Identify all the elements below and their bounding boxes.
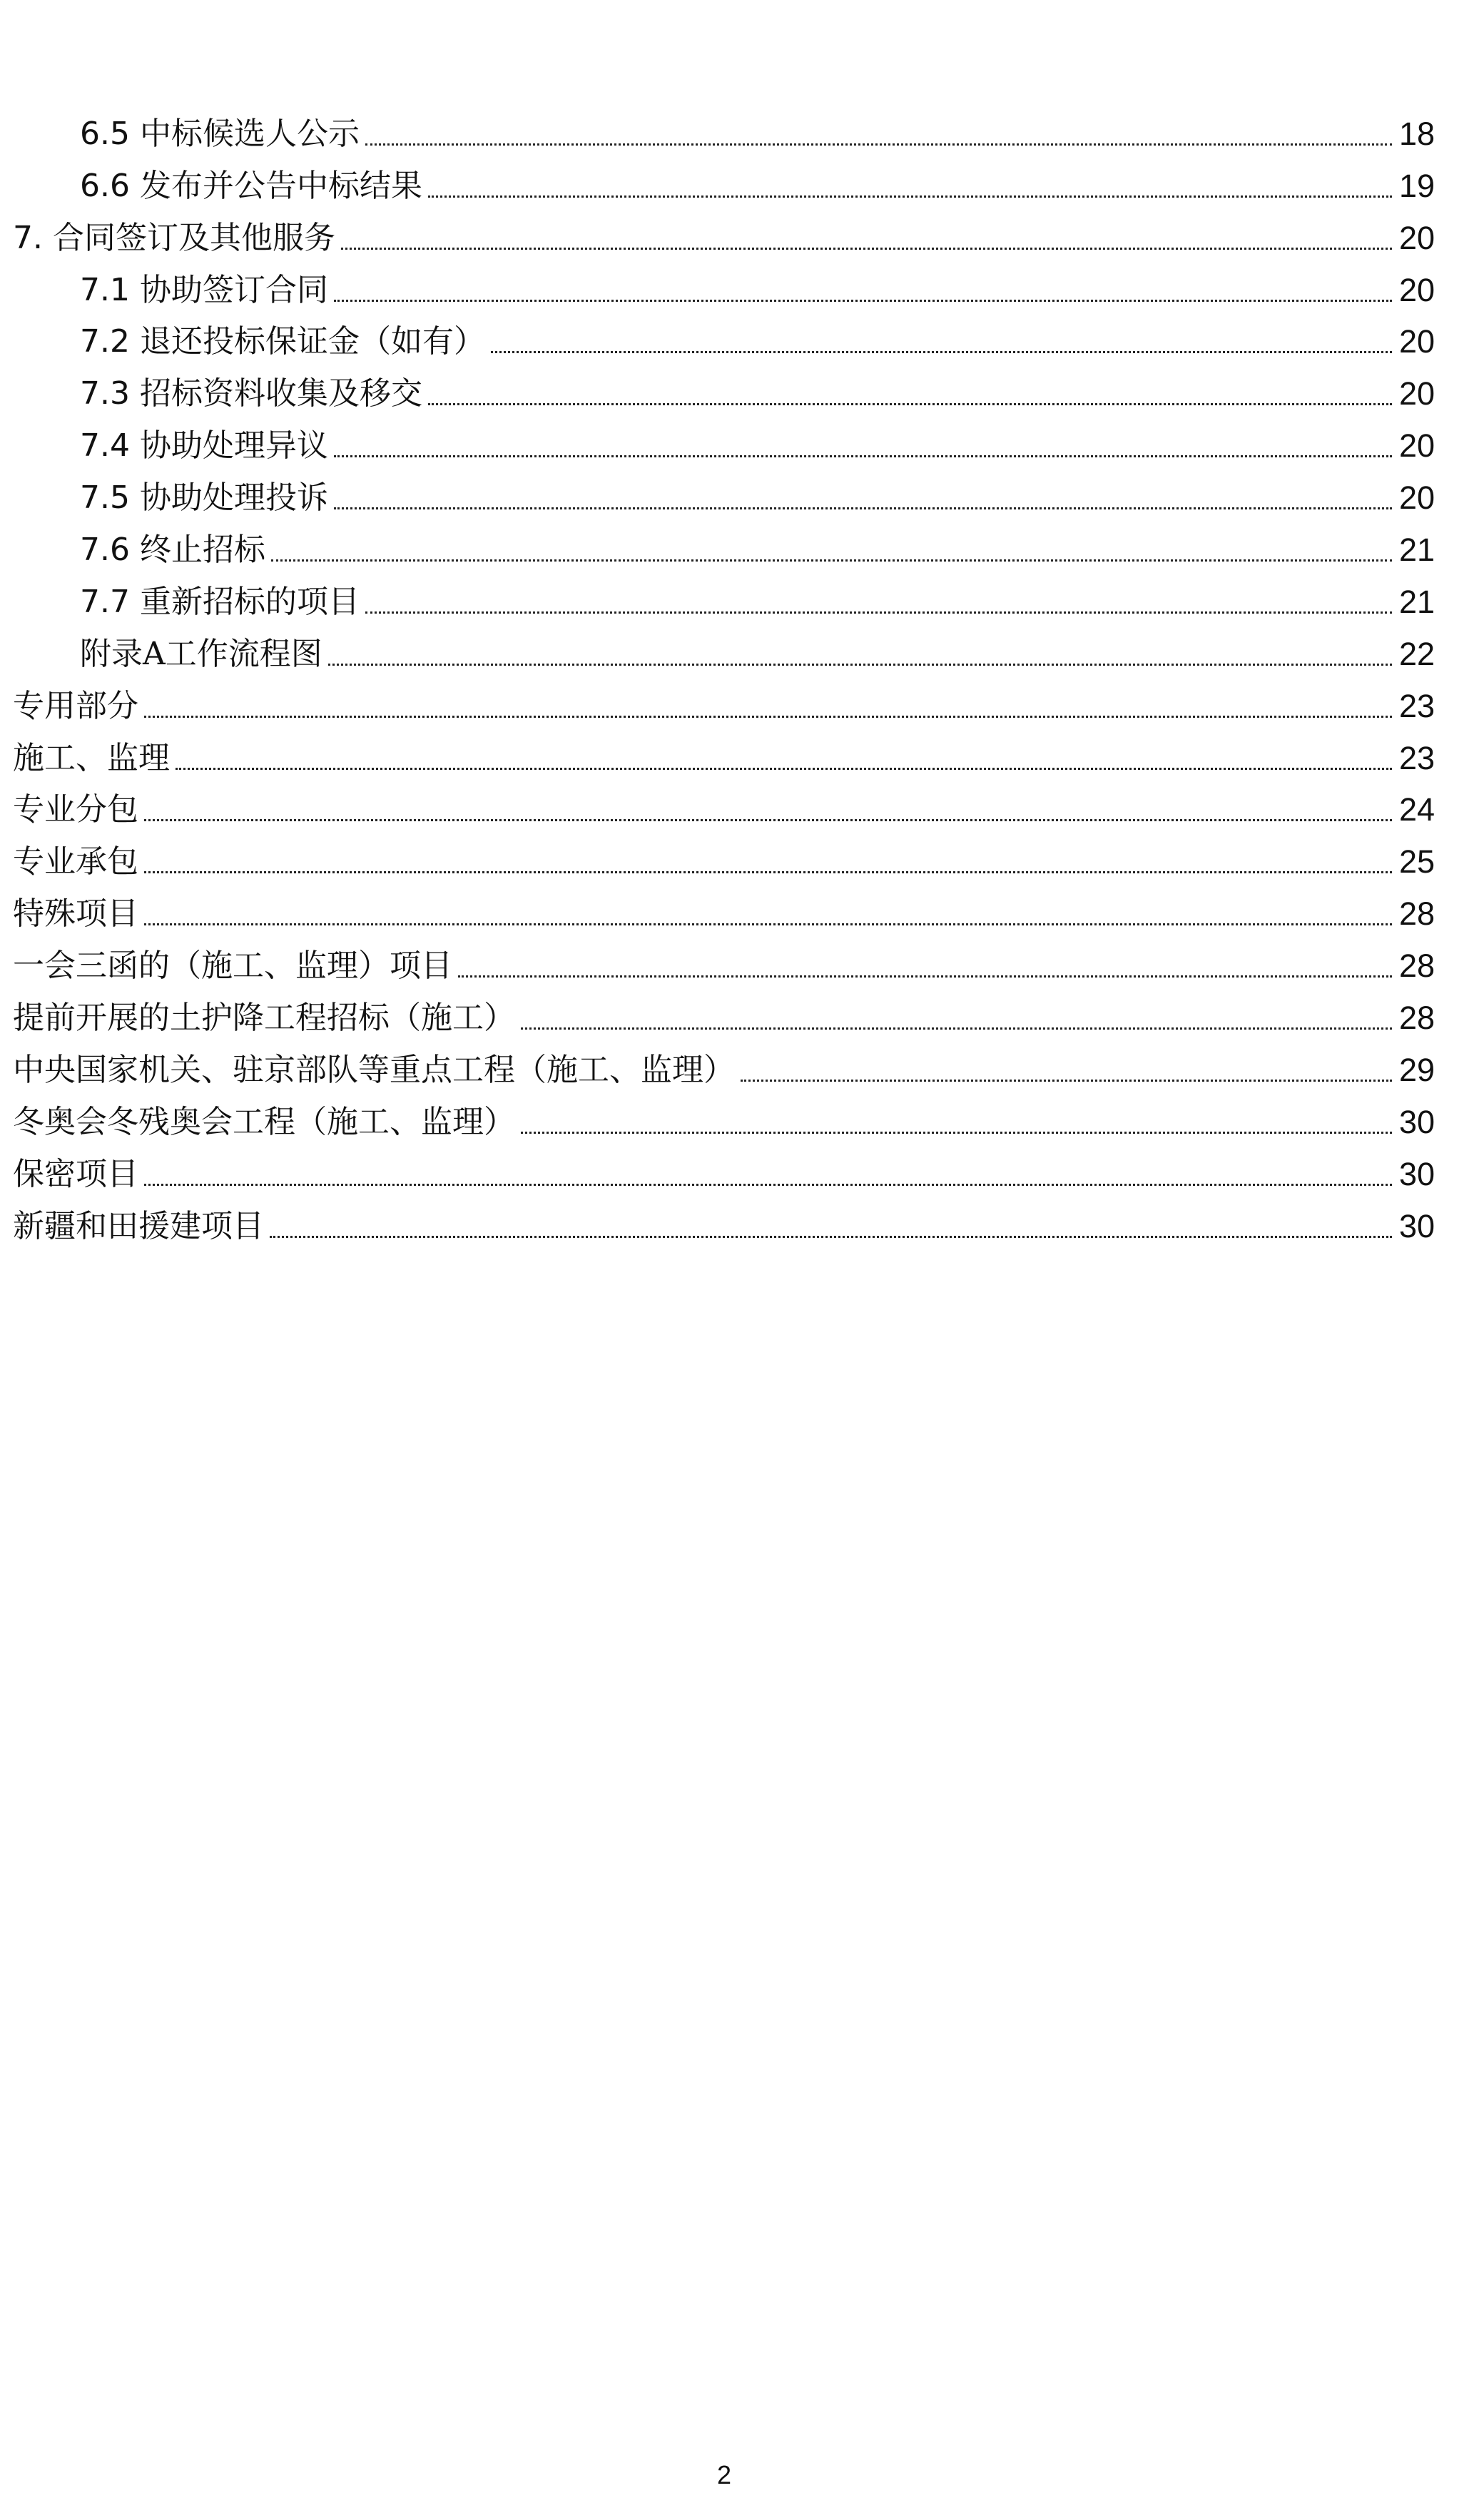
- dot-leader: [491, 351, 1392, 353]
- toc-entry-page: 30: [1398, 1155, 1435, 1192]
- toc-entry[interactable]: [13, 1142, 1435, 1194]
- toc-entry-title: 一会三函的（施工、监理）项目: [13, 948, 452, 985]
- toc-entry-label: [80, 583, 360, 620]
- toc-entry-title: 冬奥会冬残奥会工程（施工、监理）: [13, 1103, 515, 1140]
- toc-entry-title: 专业承包: [13, 843, 138, 880]
- dot-leader: [334, 300, 1392, 302]
- dot-leader: [144, 716, 1392, 718]
- toc-entry-number: 7.6: [80, 532, 130, 569]
- toc-entry-page: 29: [1398, 1051, 1435, 1088]
- toc-entry-title: 特殊项目: [13, 895, 138, 933]
- toc-entry-page: 28: [1398, 895, 1435, 933]
- toc-entry-label: [13, 1207, 264, 1244]
- toc-entry-number: 6.6: [80, 167, 130, 204]
- dot-leader: [521, 1132, 1392, 1134]
- toc-entry-title: 中标候选人公示: [139, 115, 360, 152]
- toc-entry-page: 21: [1398, 583, 1435, 620]
- toc-entry-title: 合同签订及其他服务: [52, 219, 335, 256]
- toc-entry-number: 7.2: [80, 323, 130, 360]
- dot-leader: [365, 143, 1392, 146]
- toc-entry-label: [80, 375, 422, 412]
- toc-entry-title: 重新招标的项目: [139, 583, 360, 620]
- toc-entry[interactable]: [13, 206, 1435, 258]
- toc-entry-number: 6.5: [80, 115, 130, 152]
- toc-entry[interactable]: [13, 570, 1435, 622]
- toc-entry-label: [13, 1103, 515, 1140]
- toc-entry-label: [80, 479, 328, 517]
- toc-entry-title: 发布并公告中标结果: [139, 167, 422, 204]
- toc-entry-page: 28: [1398, 948, 1435, 985]
- dot-leader: [334, 507, 1392, 509]
- toc-entry-page: 20: [1398, 219, 1435, 256]
- toc-entry[interactable]: [13, 778, 1435, 831]
- toc-entry-page: 20: [1398, 375, 1435, 412]
- toc-entry-number: 7.3: [80, 375, 130, 412]
- toc-entry-label: [13, 895, 138, 933]
- toc-entry-title: 提前开展的土护降工程招标（施工）: [13, 1000, 515, 1037]
- dot-leader: [144, 923, 1392, 925]
- toc-entry-label: [13, 1000, 515, 1037]
- toc-entry-label: [80, 167, 422, 204]
- toc-entry[interactable]: [13, 1038, 1435, 1090]
- toc-entry-page: 20: [1398, 271, 1435, 308]
- toc-entry[interactable]: [13, 830, 1435, 882]
- toc-entry[interactable]: [13, 362, 1435, 414]
- toc-entry-page: 24: [1398, 791, 1435, 828]
- toc-entry-label: [13, 1051, 735, 1088]
- toc-entry-label: [80, 427, 328, 464]
- toc-entry-label: [13, 1155, 138, 1192]
- toc-entry[interactable]: [13, 414, 1435, 466]
- toc-entry[interactable]: [13, 882, 1435, 934]
- toc-entry[interactable]: [13, 622, 1435, 674]
- toc-entry-label: [80, 323, 485, 360]
- dot-leader: [334, 455, 1392, 457]
- toc-entry-title: 专业分包: [13, 791, 138, 828]
- dot-leader: [144, 819, 1392, 821]
- toc-entry-label: [13, 791, 138, 828]
- toc-entry-page: 21: [1398, 532, 1435, 569]
- toc-entry[interactable]: [13, 986, 1435, 1038]
- toc-entry-label: [80, 271, 328, 308]
- toc-entry-title: 中央国家机关、驻京部队等重点工程（施工、监理）: [13, 1051, 735, 1088]
- toc-entry-label: [13, 739, 170, 776]
- toc-entry-title: 施工、监理: [13, 739, 170, 776]
- toc-entry-title: 保密项目: [13, 1155, 138, 1192]
- toc-entry-number: 7.7: [80, 583, 130, 620]
- toc-entry-title: 招标资料收集及移交: [139, 375, 422, 412]
- table-of-contents: [13, 102, 1435, 1247]
- toc-entry-page: 30: [1398, 1207, 1435, 1244]
- dot-leader: [144, 871, 1392, 873]
- toc-entry-page: 19: [1398, 167, 1435, 204]
- dot-leader: [144, 1184, 1392, 1186]
- toc-entry[interactable]: [13, 726, 1435, 778]
- toc-entry[interactable]: [13, 154, 1435, 206]
- toc-entry-number: 7.4: [80, 427, 130, 464]
- page-number: 2: [716, 2460, 732, 2489]
- toc-entry-page: 30: [1398, 1103, 1435, 1140]
- toc-entry-title: 退还投标保证金（如有）: [139, 323, 485, 360]
- dot-leader: [365, 611, 1392, 614]
- toc-entry-label: [13, 219, 335, 256]
- toc-entry-title: 新疆和田援建项目: [13, 1207, 264, 1244]
- toc-entry[interactable]: [13, 310, 1435, 362]
- toc-entry-page: 22: [1398, 635, 1435, 672]
- toc-entry-page: 23: [1398, 739, 1435, 776]
- toc-entry-label: [13, 843, 138, 880]
- toc-entry-title: 附录A工作流程图: [80, 635, 322, 672]
- toc-entry[interactable]: [13, 674, 1435, 726]
- toc-entry-number: 7.5: [80, 479, 130, 517]
- toc-entry-title: 协助处理异议: [139, 427, 328, 464]
- dot-leader: [458, 975, 1392, 978]
- toc-entry[interactable]: [13, 1090, 1435, 1142]
- toc-entry-label: [13, 948, 452, 985]
- toc-entry-page: 20: [1398, 323, 1435, 360]
- toc-entry[interactable]: [13, 466, 1435, 518]
- toc-entry-title: 协助处理投诉: [139, 479, 328, 517]
- toc-entry[interactable]: [13, 102, 1435, 154]
- toc-entry-number: 7.: [13, 219, 43, 256]
- toc-entry-title: 专用部分: [13, 687, 138, 724]
- toc-entry-page: 25: [1398, 843, 1435, 880]
- toc-entry-page: 23: [1398, 687, 1435, 724]
- toc-entry[interactable]: [13, 934, 1435, 986]
- toc-entry-page: 20: [1398, 427, 1435, 464]
- dot-leader: [428, 403, 1392, 405]
- dot-leader: [176, 768, 1392, 770]
- toc-entry-label: [80, 532, 265, 569]
- toc-entry[interactable]: [13, 1194, 1435, 1247]
- dot-leader: [328, 664, 1392, 666]
- toc-entry-title: 协助签订合同: [139, 271, 328, 308]
- toc-entry-number: 7.1: [80, 271, 130, 308]
- dot-leader: [270, 1236, 1392, 1238]
- dot-leader: [741, 1080, 1392, 1082]
- toc-entry-label: [80, 115, 360, 152]
- toc-entry-title: 终止招标: [139, 532, 265, 569]
- toc-entry-page: 28: [1398, 1000, 1435, 1037]
- toc-entry-page: 18: [1398, 115, 1435, 152]
- toc-entry-label: [13, 687, 138, 724]
- toc-entry[interactable]: [13, 518, 1435, 570]
- dot-leader: [521, 1027, 1392, 1030]
- dot-leader: [428, 196, 1392, 198]
- dot-leader: [341, 248, 1392, 250]
- toc-entry-page: 20: [1398, 479, 1435, 517]
- toc-entry-label: [80, 635, 322, 672]
- dot-leader: [271, 559, 1392, 562]
- toc-entry[interactable]: [13, 258, 1435, 310]
